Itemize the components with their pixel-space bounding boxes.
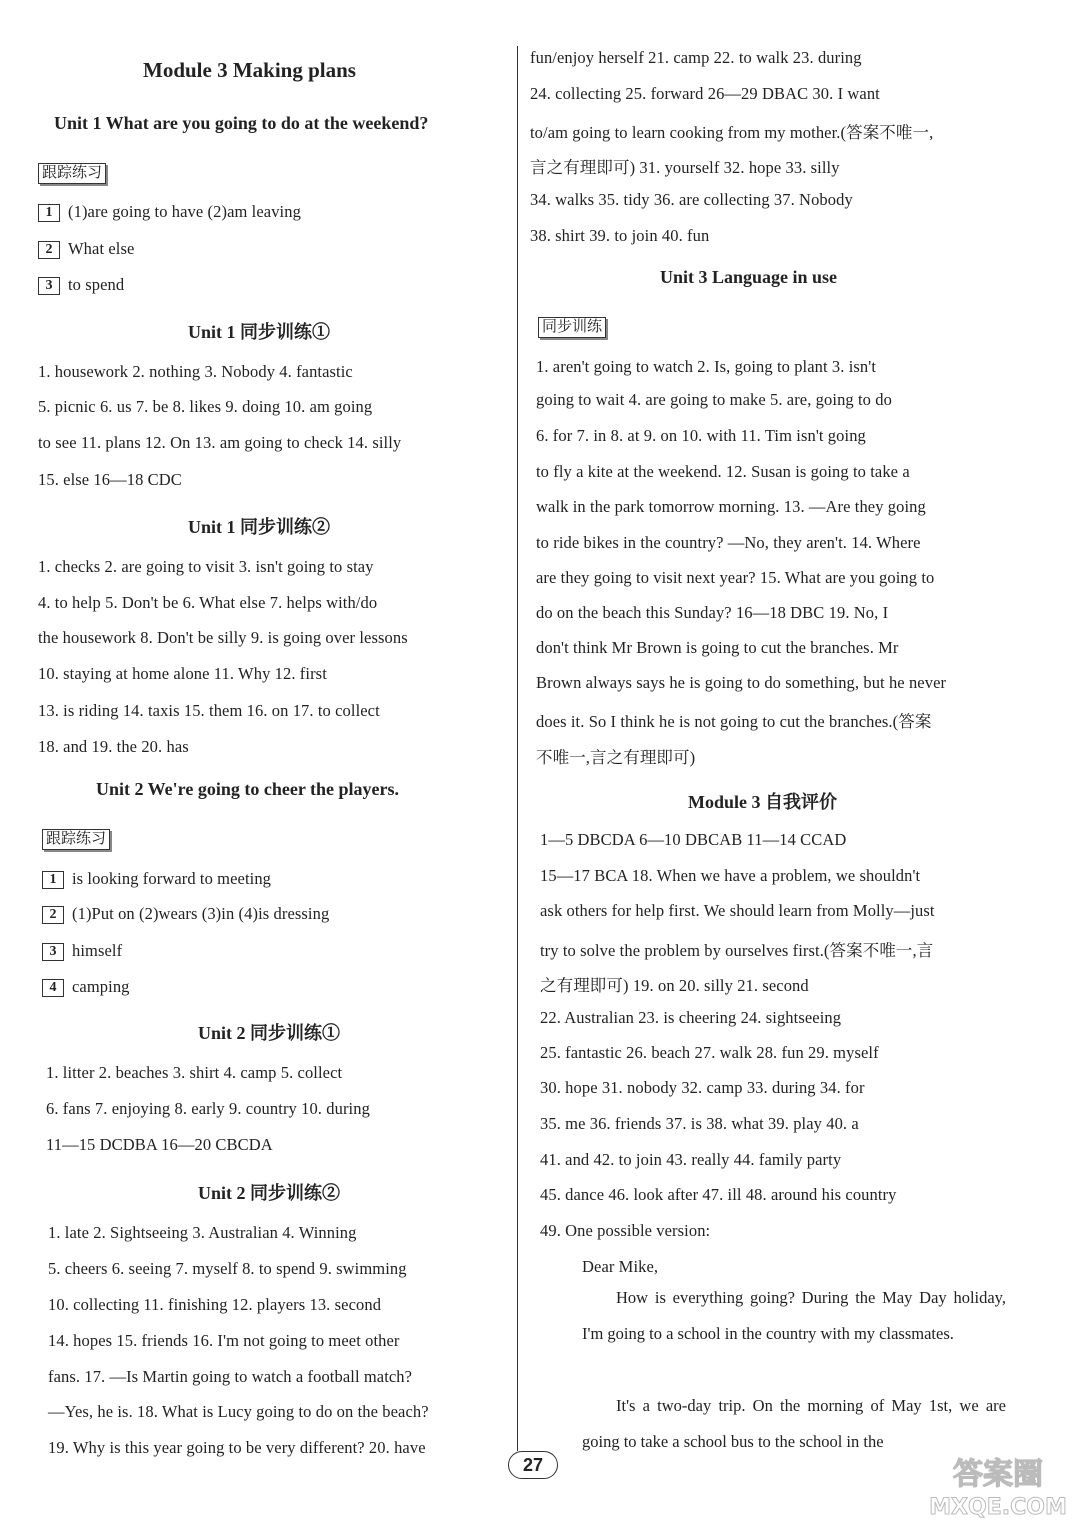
self-eval-title: Module 3 自我评价: [688, 792, 838, 812]
unit2-title: Unit 2 We're going to cheer the players.: [96, 779, 399, 799]
u2-sync2-title: Unit 2 同步训练②: [198, 1183, 341, 1203]
answer-line: 35. me 36. friends 37. is 38. what 39. play 40. a: [540, 1114, 859, 1133]
answer-line: to/am going to learn cooking from my mother.(答案不唯一,: [530, 123, 934, 142]
answer-line: 18. and 19. the 20. has: [38, 737, 189, 756]
answer-line: 24. collecting 25. forward 26—29 DBAC 30. I want: [530, 84, 880, 103]
module-title: Module 3 Making plans: [143, 58, 356, 82]
answer-line: the housework 8. Don't be silly 9. is going over lessons: [38, 628, 408, 647]
answer-line: 15—17 BCA 18. When we have a problem, we shouldn't: [540, 866, 921, 885]
answer-line: 5. cheers 6. seeing 7. myself 8. to spend 9. swimming: [48, 1259, 407, 1278]
tag-sync-3: 同步训练: [538, 317, 606, 338]
svg-text:答案圈: 答案圈: [953, 1457, 1043, 1492]
answer-line: 38. shirt 39. to join 40. fun: [530, 226, 710, 245]
answer-line: ask others for help first. We should learn from Molly—just: [540, 901, 935, 920]
answer-line: walk in the park tomorrow morning. 13. —Are they going: [536, 497, 926, 516]
answer-line: 5. picnic 6. us 7. be 8. likes 9. doing 10. am going: [38, 397, 373, 416]
svg-text:MXQE.COM: MXQE.COM: [929, 1495, 1067, 1520]
answer-line: don't think Mr Brown is going to cut the branches. Mr: [536, 638, 899, 657]
answer-line: 1—5 DBCDA 6—10 DBCAB 11—14 CCAD: [540, 830, 847, 849]
answer-line: 11—15 DCDBA 16—20 CBCDA: [46, 1135, 273, 1154]
u2-track-2: 2 (1)Put on (2)wears (3)in (4)is dressing: [42, 904, 329, 924]
answer-line: 49. One possible version:: [540, 1221, 711, 1240]
answer-line: 1. housework 2. nothing 3. Nobody 4. fantastic: [38, 362, 353, 381]
unit3-title: Unit 3 Language in use: [660, 267, 838, 287]
answer-line: to fly a kite at the weekend. 12. Susan is going to take a: [536, 462, 910, 481]
answer-line: 25. fantastic 26. beach 27. walk 28. fun 29. myself: [540, 1043, 879, 1062]
answer-line: fans. 17. —Is Martin going to watch a football match?: [48, 1367, 413, 1386]
u1-sync2-title: Unit 1 同步训练②: [188, 517, 331, 537]
answer-line: try to solve the problem by ourselves first.(答案不唯一,言: [540, 941, 934, 960]
answer-line: —Yes, he is. 18. What is Lucy going to do on the beach?: [48, 1402, 429, 1421]
answer-line: are they going to visit next year? 15. What are you going to: [536, 568, 935, 587]
u2-track-3: 3 himself: [42, 941, 122, 961]
u2-track-4: 4 camping: [42, 977, 130, 997]
answer-line: 6. fans 7. enjoying 8. early 9. country 10. during: [46, 1099, 370, 1118]
answer-line: 1. litter 2. beaches 3. shirt 4. camp 5. collect: [46, 1063, 343, 1082]
watermark-logo-icon: [923, 1446, 1073, 1526]
answer-line: 15. else 16—18 CDC: [38, 470, 182, 489]
letter-paragraph-2: It's a two-day trip. On the morning of May 1st, we are going to take a school bus to the school in the: [582, 1396, 1006, 1451]
u1-sync1-title: Unit 1 同步训练①: [188, 322, 331, 342]
u2-track-1: 1 is looking forward to meeting: [42, 869, 271, 889]
answer-line: 13. is riding 14. taxis 15. them 16. on 17. to collect: [38, 701, 380, 720]
answer-line: going to wait 4. are going to make 5. are, going to do: [536, 390, 892, 409]
u1-track-3: 3 to spend: [38, 275, 124, 295]
letter-paragraph-1: How is everything going? During the May Day holiday, I'm going to a school in the country with my classmates.: [582, 1288, 1006, 1343]
answer-line: 30. hope 31. nobody 32. camp 33. during 34. for: [540, 1078, 865, 1097]
answer-line: fun/enjoy herself 21. camp 22. to walk 23. during: [530, 48, 862, 67]
answer-line: 10. collecting 11. finishing 12. players 13. second: [48, 1295, 382, 1314]
answer-line: 45. dance 46. look after 47. ill 48. around his country: [540, 1185, 897, 1204]
answer-line: to see 11. plans 12. On 13. am going to check 14. silly: [38, 433, 402, 452]
answer-line: 10. staying at home alone 11. Why 12. first: [38, 664, 327, 683]
answer-line: does it. So I think he is not going to cut the branches.(答案: [536, 712, 932, 731]
answer-line: 14. hopes 15. friends 16. I'm not going to meet other: [48, 1331, 400, 1350]
answer-line: 41. and 42. to join 43. really 44. family party: [540, 1150, 842, 1169]
tag-tracking-1: 跟踪练习: [38, 163, 106, 184]
letter-greeting: Dear Mike,: [582, 1257, 659, 1276]
answer-line: Brown always says he is going to do something, but he never: [536, 673, 947, 692]
unit1-title: Unit 1 What are you going to do at the weekend?: [54, 113, 429, 133]
u1-track-1: 1 (1)are going to have (2)am leaving: [38, 202, 301, 222]
answer-line: 之有理即可) 19. on 20. silly 21. second: [540, 976, 809, 995]
answer-line: 言之有理即可) 31. yourself 32. hope 33. silly: [530, 158, 840, 177]
answer-line: 22. Australian 23. is cheering 24. sightseeing: [540, 1008, 842, 1027]
answer-line: to ride bikes in the country? —No, they aren't. 14. Where: [536, 533, 921, 552]
answer-line: 4. to help 5. Don't be 6. What else 7. helps with/do: [38, 593, 378, 612]
answer-line: 1. late 2. Sightseeing 3. Australian 4. Winning: [48, 1223, 357, 1242]
answer-line: do on the beach this Sunday? 16—18 DBC 19. No, I: [536, 603, 889, 622]
u2-sync1-title: Unit 2 同步训练①: [198, 1023, 341, 1043]
page-number: 27: [508, 1451, 558, 1479]
u1-track-2: 2 What else: [38, 239, 134, 259]
answer-line: 1. aren't going to watch 2. Is, going to plant 3. isn't: [536, 357, 877, 376]
answer-line: 1. checks 2. are going to visit 3. isn't going to stay: [38, 557, 374, 576]
answer-line: 6. for 7. in 8. at 9. on 10. with 11. Tim isn't going: [536, 426, 866, 445]
answer-line: 不唯一,言之有理即可): [536, 748, 696, 767]
answer-line: 19. Why is this year going to be very different? 20. have: [48, 1438, 426, 1457]
tag-tracking-2: 跟踪练习: [42, 829, 110, 850]
column-divider: [517, 46, 518, 1451]
answer-line: 34. walks 35. tidy 36. are collecting 37. Nobody: [530, 190, 853, 209]
